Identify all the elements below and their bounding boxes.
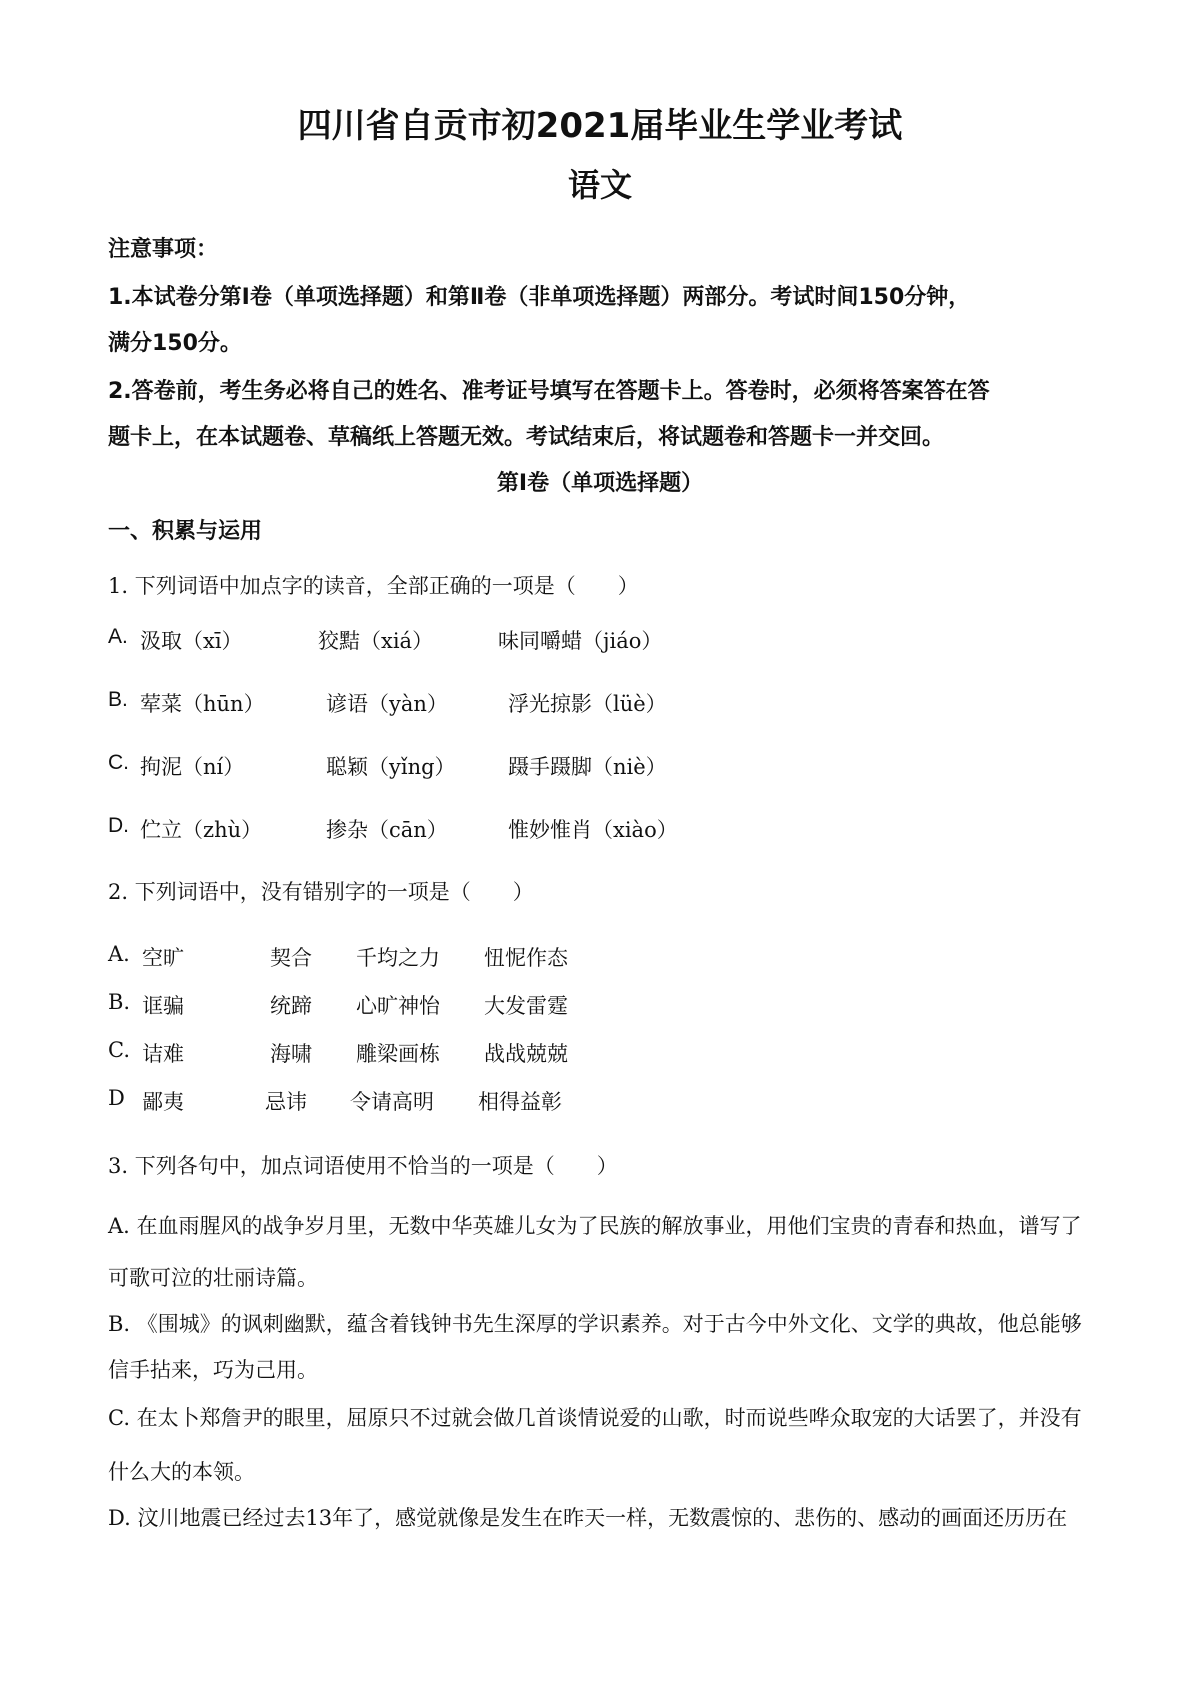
q2-option-a-label: A. [108,942,130,966]
q1-option-a-label: A. [108,625,128,648]
volume-title: 第Ⅰ卷（单项选择题） [496,471,704,496]
q2-stem: 2. 下列词语中，没有错别字的一项是（ ） [108,880,534,904]
notice-item2-line2: 题卡上，在本试题卷、草稿纸上答题无效。考试结束后，将试题卷和答题卡一并交回。 [108,425,945,450]
q2-option-d-item1: 鄙夷 [142,1090,184,1114]
q2-option-d-label: D [108,1086,125,1110]
q2-option-b-item3: 心旷神怡 [356,994,440,1018]
notice-heading: 注意事项： [108,237,219,262]
q2-option-c-item3: 雕梁画栋 [356,1042,440,1066]
q3-stem: 3. 下列各句中，加点词语使用不恰当的一项是（ ） [108,1154,618,1178]
q3-option-b-line1: B. 《围城》的讽刺幽默，蕴含着钱钟书先生深厚的学识素养。对于古今中外文化、文学的典故，他总能够 [108,1312,1082,1336]
q1-option-a-item3: 味同嚼蜡（jiáo） [498,629,663,653]
q1-option-a-item1: 汲取（xī） [140,629,243,653]
q1-option-c-item2: 聪颖（yǐng） [326,755,456,779]
q1-option-c-item3: 蹑手蹑脚（niè） [508,755,667,779]
q1-option-d-item2: 掺杂（cān） [326,818,448,842]
q1-option-b-item2: 谚语（yàn） [326,692,448,716]
notice-item2-line1: 2.答卷前，考生务必将自己的姓名、准考证号填写在答题卡上。答卷时，必须将答案答在答 [108,379,990,404]
q2-option-a-item1: 空旷 [142,946,184,970]
q1-option-d-item1: 伫立（zhù） [140,818,263,842]
q2-option-c-label: C. [108,1038,130,1062]
subject-title: 语文 [567,166,632,204]
notice-item1-line1: 1.本试卷分第Ⅰ卷（单项选择题）和第Ⅱ卷（非单项选择题）两部分。考试时间150分钟， [108,285,971,310]
q1-option-b-item3: 浮光掠影（lüè） [508,692,667,716]
q2-option-d-item3: 令请高明 [350,1090,434,1114]
q3-option-a-line2: 可歌可泣的壮丽诗篇。 [108,1266,318,1290]
q1-option-d-label: D. [108,814,129,837]
q1-option-b-item1: 荤菜（hūn） [140,692,265,716]
q2-option-b-item1: 诓骗 [142,994,184,1018]
q3-option-a-line1: A. 在血雨腥风的战争岁月里，无数中华英雄儿女为了民族的解放事业，用他们宝贵的青春和热血，谱写了 [108,1214,1082,1238]
q3-option-c-line2: 什么大的本领。 [108,1460,255,1484]
q1-option-d-item3: 惟妙惟肖（xiào） [508,818,678,842]
q2-option-d-item4: 相得益彰 [478,1090,562,1114]
q1-option-c-label: C. [108,751,129,774]
q2-option-b-label: B. [108,990,131,1014]
q3-option-d-line1: D. 汶川地震已经过去13年了，感觉就像是发生在昨天一样，无数震惊的、悲伤的、感动的画面还历历在 [108,1506,1068,1530]
q2-option-c-item2: 海啸 [270,1042,312,1066]
q2-option-c-item1: 诘难 [142,1042,184,1066]
q2-option-a-item3: 千均之力 [356,946,440,970]
q2-option-d-item2: 忌讳 [265,1090,307,1114]
exam-title: 四川省自贡市初2021届毕业生学业考试 [297,106,903,146]
q2-option-b-item4: 大发雷霆 [484,994,568,1018]
section-title: 一、积累与运用 [108,519,263,544]
q2-option-a-item2: 契合 [270,946,312,970]
q1-option-c-item1: 拘泥（ní） [140,755,245,779]
q3-option-c-line1: C. 在太卜郑詹尹的眼里，屈原只不过就会做几首谈情说爱的山歌，时而说些哗众取宠的大话罢了，并没有 [108,1406,1082,1430]
q1-option-a-item2: 狡黠（xiá） [318,629,434,653]
q1-stem: 1. 下列词语中加点字的读音，全部正确的一项是（ ） [108,574,639,598]
q2-option-c-item4: 战战兢兢 [484,1042,568,1066]
q3-option-b-line2: 信手拈来，巧为己用。 [108,1358,318,1382]
q2-option-b-item2: 统蹄 [270,994,312,1018]
q1-option-b-label: B. [108,688,128,711]
notice-item1-line2: 满分150分。 [108,331,242,356]
q2-option-a-item4: 忸怩作态 [484,946,568,970]
